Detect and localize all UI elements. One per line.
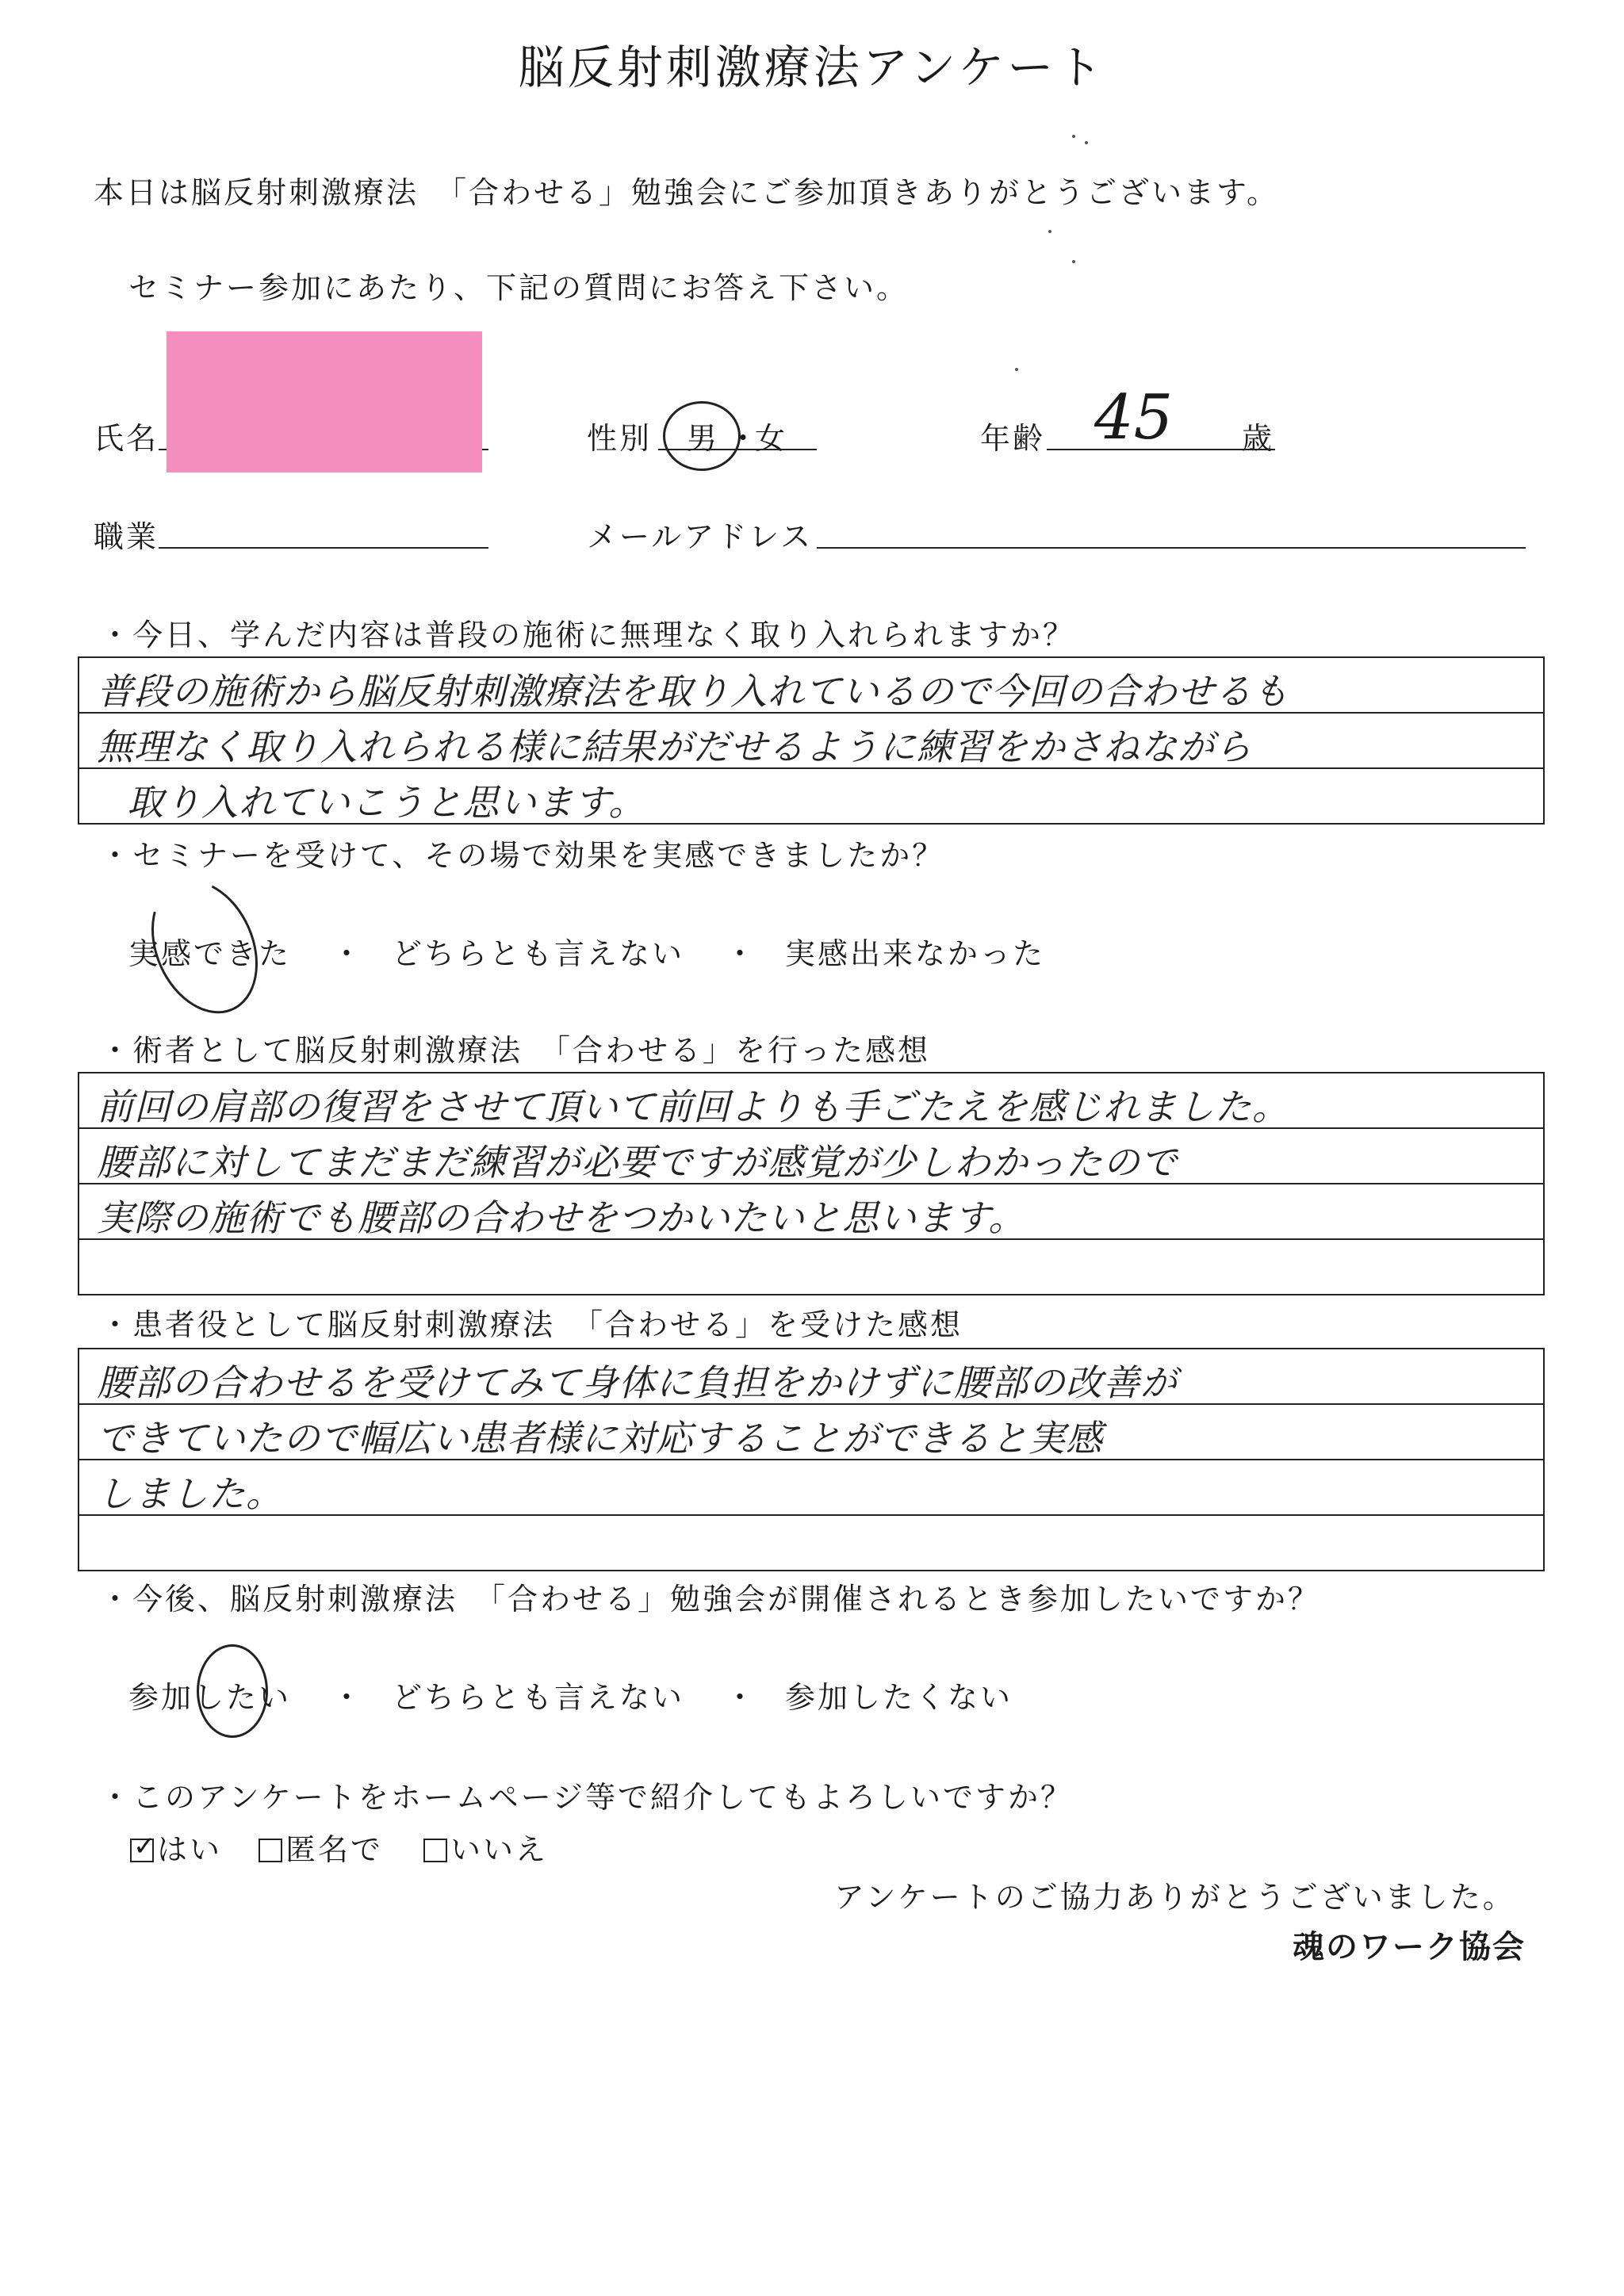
page-title: 脳反射刺激療法アンケート <box>518 40 1106 94</box>
gender-separator: ・ <box>728 421 761 456</box>
email-label: メールアドレス <box>587 519 814 554</box>
option-not-join[interactable]: 参加したくない <box>785 1680 1013 1715</box>
intro-text: 本日は脳反射刺激療法 「合わせる」勉強会にご参加頂きありがとうございます。 <box>94 175 1279 210</box>
answer-line <box>79 1073 1543 1129</box>
handwritten-answer: 腰部に対してまだまだ練習が必要ですが感覚が少しわかったので <box>97 1141 1178 1184</box>
age-unit: 歳 <box>1242 421 1275 456</box>
age-underline <box>1047 449 1275 450</box>
handwritten-answer: 実際の施術でも腰部の合わせをつかいたいと思います。 <box>97 1196 1026 1239</box>
checkbox[interactable] <box>259 1839 282 1862</box>
selected-circle <box>197 1644 268 1738</box>
answer-box-4[interactable] <box>78 1348 1545 1571</box>
email-field[interactable] <box>817 547 1526 549</box>
option-separator: ・ <box>331 936 365 971</box>
option-not-felt[interactable]: 実感出来なかった <box>785 936 1046 971</box>
option-separator: ・ <box>331 1680 365 1715</box>
question-4: ・患者役として脳反射刺激療法 「合わせる」を受けた感想 <box>100 1307 963 1342</box>
speck-mark <box>1015 368 1018 371</box>
speck-mark <box>1072 135 1075 138</box>
question-5: ・今後、脳反射刺激療法 「合わせる」勉強会が開催されるとき参加したいですか？ <box>100 1582 1321 1617</box>
checkbox-checked[interactable] <box>130 1831 159 1862</box>
option-want-join[interactable]: 参加したい <box>128 1680 292 1715</box>
speck-mark <box>1085 141 1088 144</box>
answer-box-1[interactable] <box>78 656 1545 825</box>
question-3: ・術者として脳反射刺激療法 「合わせる」を行った感想 <box>100 1033 931 1068</box>
answer-line <box>79 658 1543 714</box>
answer-line <box>79 1349 1543 1405</box>
option-separator: ・ <box>725 936 758 971</box>
job-label: 職業 <box>94 519 159 554</box>
answer-line <box>79 1405 1543 1460</box>
handwritten-answer: 無理なく取り入れられる様に結果がだせるように練習をかさねながら <box>97 725 1252 768</box>
check-mark-icon: ✓ <box>133 1831 159 1862</box>
question-6: ・このアンケートをホームページ等で紹介してもよろしいですか？ <box>100 1780 1073 1815</box>
gender-female[interactable]: 女 <box>755 421 788 456</box>
option-separator: ・ <box>725 1680 758 1715</box>
instruction-text: セミナー参加にあたり、下記の質問にお答え下さい。 <box>128 270 910 305</box>
handwritten-answer: 取り入れていこうと思います。 <box>127 781 646 824</box>
checkbox-label: いいえ <box>450 1832 549 1867</box>
answer-line <box>79 1184 1543 1240</box>
checkbox-anonymous-option[interactable] <box>259 1825 383 1869</box>
answer-line <box>79 1129 1543 1184</box>
age-label: 年齢 <box>980 421 1046 456</box>
thanks-text: アンケートのご協力ありがとうございました。 <box>834 1880 1515 1915</box>
checkbox-label: 匿名で <box>285 1832 384 1867</box>
gender-underline <box>658 449 817 450</box>
answer-line <box>79 769 1543 823</box>
job-field[interactable] <box>159 547 488 549</box>
redaction-block <box>167 331 482 473</box>
option-felt-effect[interactable]: 実感できた <box>128 936 292 971</box>
option-neither[interactable]: どちらとも言えない <box>392 1680 685 1715</box>
selected-circle <box>132 863 278 1030</box>
question-2: ・セミナーを受けて、その場で効果を実感できましたか？ <box>100 838 945 873</box>
handwritten-answer: 前回の肩部の復習をさせて頂いて前回よりも手ごたえを感じれました。 <box>97 1085 1289 1128</box>
name-label: 氏名 <box>94 421 159 456</box>
question-1: ・今日、学んだ内容は普段の施術に無理なく取り入れられますか？ <box>100 618 1076 652</box>
organization-name: 魂のワーク協会 <box>1293 1928 1526 1965</box>
answer-line <box>79 714 1543 769</box>
checkbox-yes-option[interactable] <box>130 1825 222 1869</box>
age-value[interactable]: 45 <box>1094 382 1174 453</box>
handwritten-answer: 普段の施術から脳反射刺激療法を取り入れているので今回の合わせるも <box>97 670 1289 713</box>
handwritten-answer: しました。 <box>97 1472 283 1515</box>
gender-male[interactable]: 男 <box>687 421 720 456</box>
checkbox[interactable] <box>423 1839 447 1862</box>
handwritten-answer: 腰部の合わせるを受けてみて身体に負担をかけずに腰部の改善が <box>97 1361 1178 1404</box>
answer-line <box>79 1240 1543 1294</box>
answer-line <box>79 1460 1543 1516</box>
option-neither[interactable]: どちらとも言えない <box>392 936 685 971</box>
answer-box-3[interactable] <box>78 1072 1545 1295</box>
checkbox-no-option[interactable] <box>423 1825 548 1869</box>
speck-mark <box>1072 260 1075 263</box>
speck-mark <box>1048 230 1051 233</box>
answer-line <box>79 1516 1543 1570</box>
selected-circle <box>663 401 741 471</box>
checkbox-label: はい <box>157 1832 223 1867</box>
handwritten-answer: できていたので幅広い患者様に対応することができると実感 <box>97 1417 1103 1460</box>
gender-label: 性別 <box>587 421 653 456</box>
